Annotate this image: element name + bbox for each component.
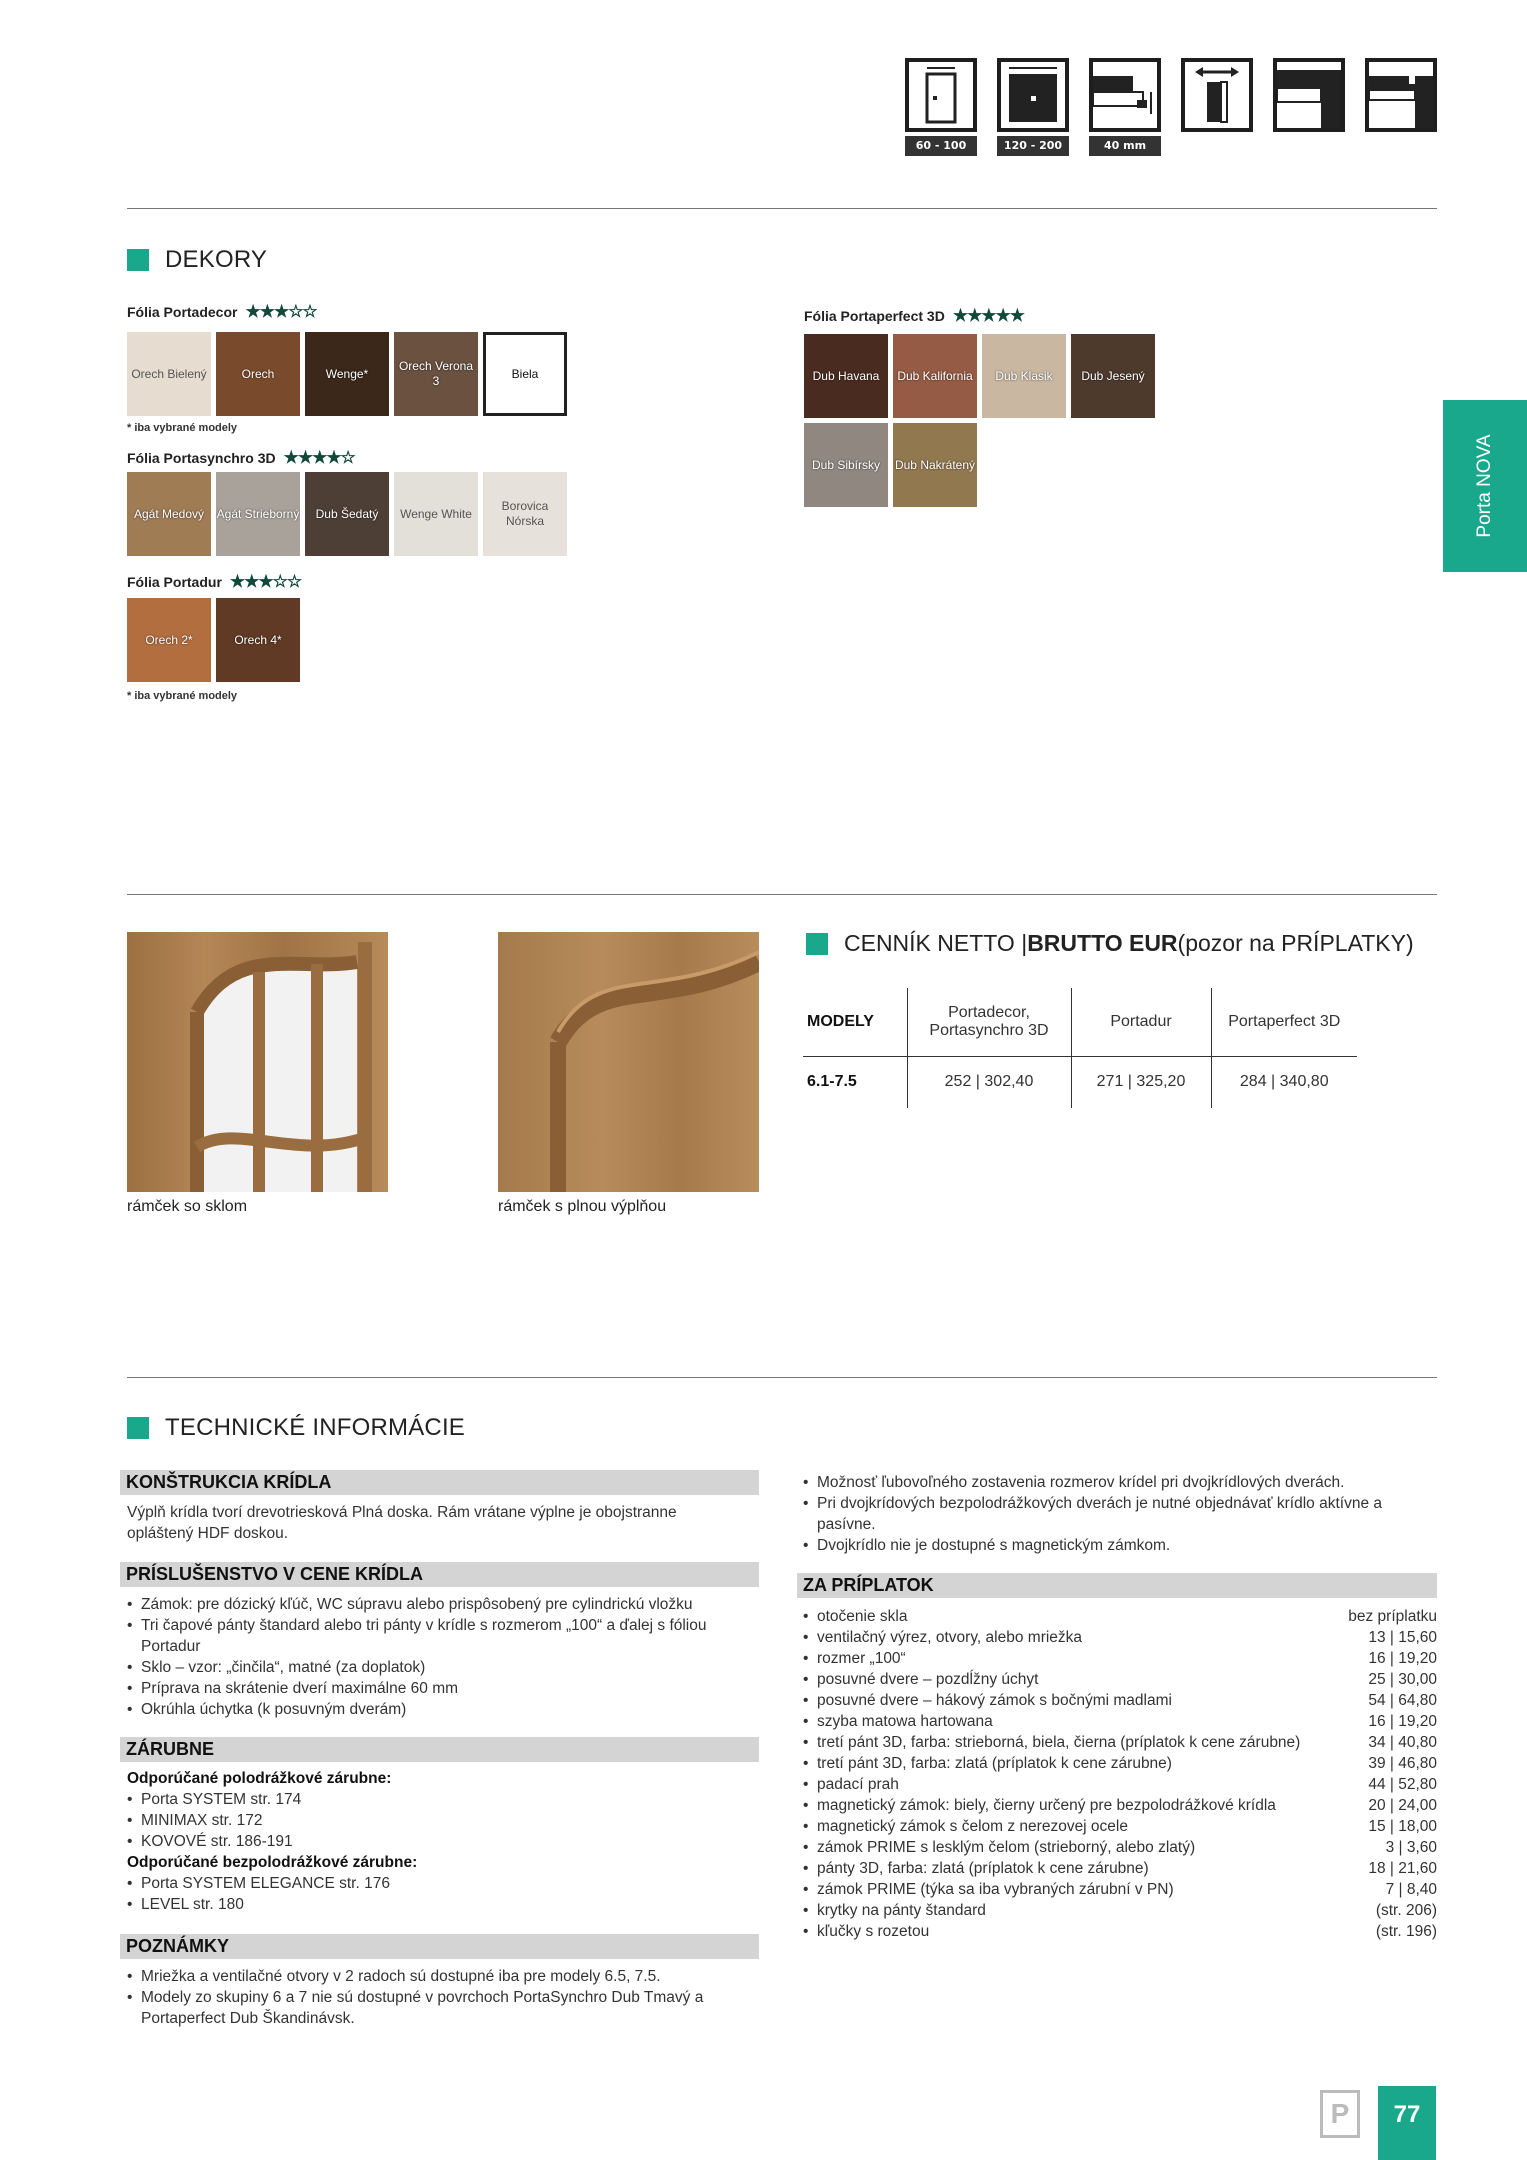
surcharge-item: • padací prah [817, 1776, 899, 1793]
surcharge-item: • kľučky s rozetou [817, 1923, 930, 1940]
side-tab-label: Porta NOVA [1474, 434, 1495, 538]
surcharge-price: 16 | 19,20 [1368, 1713, 1437, 1730]
rating-stars-icon: ★★★★☆ [283, 448, 355, 467]
surcharge-item: • otočenie skla [817, 1608, 908, 1625]
divider-bottom [127, 1377, 1437, 1378]
list-item: • Zámok: pre dózický kľúč, WC súpravu alebo prispôsobený pre cylindrickú vložku [127, 1594, 737, 1615]
surcharge-price: bez príplatku [1348, 1608, 1437, 1625]
decor-swatch: Dub Šedatý [305, 472, 389, 556]
price-table-header [803, 988, 1357, 1056]
surcharge-item: • posuvné dvere – pozdĺžny úchyt [817, 1671, 1039, 1688]
list-dvojkridlo [803, 1472, 1437, 1556]
surcharge-price: (str. 196) [1375, 1923, 1437, 1940]
surcharge-price: 13 | 15,60 [1368, 1629, 1437, 1646]
cell-price: 271 | 325,20 [1071, 1056, 1211, 1108]
surcharge-row [803, 1669, 1437, 1690]
decor-swatch: Dub Kalifornia [893, 334, 977, 418]
header-models: MODELY [803, 988, 907, 1056]
surcharge-item: • magnetický zámok: biely, čierny určený pre bezpolodrážkové krídla [817, 1797, 1276, 1814]
double-door-width-icon [997, 58, 1069, 132]
surcharge-row [803, 1816, 1437, 1837]
sliding-door-icon [1181, 58, 1253, 132]
list-item: • KOVOVÉ str. 186-191 [127, 1831, 737, 1852]
surcharge-row [803, 1627, 1437, 1648]
decor-swatch: Orech 2* [127, 598, 211, 682]
list-item: • Pri dvojkrídových bezpolodrážkových dverách je nutné objednávať krídlo aktívne a pasívne. [803, 1493, 1437, 1535]
decor-swatch: Dub Nakrátený [893, 423, 977, 507]
decor-swatch: Agát Strieborný [216, 472, 300, 556]
photo-caption-glass: rámček so sklom [127, 1198, 248, 1215]
list-priplatky [803, 1606, 1437, 1942]
divider-middle [127, 894, 1437, 895]
price-title-note: (pozor na PRÍPLATKY) [1177, 930, 1414, 956]
list-item: • Sklo – vzor: „činčila“, matné (za doplatok) [127, 1657, 737, 1678]
surcharge-price: 3 | 3,60 [1385, 1839, 1437, 1856]
surcharge-item: • ventilačný výrez, otvory, alebo mriežka [817, 1629, 1083, 1646]
rating-stars-icon: ★★★★★ [952, 306, 1025, 325]
surcharge-row [803, 1795, 1437, 1816]
decor-swatch: Dub Havana [804, 334, 888, 418]
surcharge-item: • krytky na pánty štandard [817, 1902, 986, 1919]
list-item: • Okrúhla úchytka (k posuvným dverám) [127, 1699, 737, 1720]
list-item: • Mriežka a ventilačné otvory v 2 radoch sú dostupné iba pre modely 6.5, 7.5. [127, 1966, 737, 1987]
surcharge-item: • zámok PRIME s lesklým čelom (strieborný, alebo zlatý) [817, 1839, 1196, 1856]
surcharge-price: 34 | 40,80 [1368, 1734, 1437, 1751]
photo-frame-glass [127, 932, 388, 1192]
list-item: • Dvojkrídlo nie je dostupné s magnetickým zámkom. [803, 1535, 1437, 1556]
surcharge-item: • tretí pánt 3D, farba: zlatá (príplatok k cene zárubne) [817, 1755, 1172, 1772]
bar-priplatok: ZA PRÍPLATOK [797, 1573, 1437, 1598]
decor-swatch: Agát Medový [127, 472, 211, 556]
list-item: • Príprava na skrátenie dverí maximálne 60 mm [127, 1678, 737, 1699]
price-title-brutto: BRUTTO EUR [1027, 930, 1178, 956]
surcharge-price: 54 | 64,80 [1368, 1692, 1437, 1709]
section-marker-icon [127, 1417, 149, 1439]
foil-title-text: Fólia Portadur [127, 574, 222, 590]
decor-swatch: Dub Sibírsky [804, 423, 888, 507]
divider-top [127, 208, 1437, 209]
door-thickness-icon [1089, 58, 1161, 132]
surcharge-item: • szyba matowa hartowana [817, 1713, 993, 1730]
tech-title [127, 1414, 465, 1442]
tech-title-text: TECHNICKÉ INFORMÁCIE [165, 1414, 466, 1441]
foil-title-text: Fólia Portasynchro 3D [127, 450, 276, 466]
decor-swatch: Orech 4* [216, 598, 300, 682]
surcharge-item: • pánty 3D, farba: zlatá (príplatok k cene zárubne) [817, 1860, 1149, 1877]
surcharge-row [803, 1753, 1437, 1774]
header-portadur: Portadur [1071, 988, 1211, 1056]
surcharge-item: • rozmer „100“ [817, 1650, 906, 1667]
surcharge-price: 16 | 19,20 [1368, 1650, 1437, 1667]
surcharge-row [803, 1837, 1437, 1858]
price-title [806, 930, 1414, 957]
surcharge-price: (str. 206) [1375, 1902, 1437, 1919]
cell-model: 6.1-7.5 [807, 1073, 857, 1091]
surcharge-item: • posuvné dvere – hákový zámok s bočnými madlami [817, 1692, 1172, 1709]
surcharge-price: 18 | 21,60 [1368, 1860, 1437, 1877]
zarubne-sub-polodrazkove: Odporúčané polodrážkové zárubne: [127, 1770, 392, 1787]
foil-title-portaperfect [804, 306, 1024, 326]
door-width-caption: 60 - 100 [905, 136, 977, 156]
photo-caption-solid: rámček s plnou výplňou [498, 1198, 667, 1215]
cell-price: 252 | 302,40 [907, 1056, 1071, 1108]
zarubne-sub-bezpolodrazkove: Odporúčané bezpolodrážkové zárubne: [127, 1854, 418, 1871]
section-marker-icon [806, 933, 828, 955]
surcharge-price: 20 | 24,00 [1368, 1797, 1437, 1814]
door-width-icon [905, 58, 977, 132]
surcharge-row [803, 1858, 1437, 1879]
header-portaperfect: Portaperfect 3D [1211, 988, 1357, 1056]
price-table-row [803, 1056, 1357, 1108]
surcharge-row [803, 1648, 1437, 1669]
bar-konstrukcia: KONŠTRUKCIA KRÍDLA [120, 1470, 759, 1495]
dekory-title [127, 246, 267, 274]
lock-icon [1273, 58, 1345, 132]
price-table [803, 988, 1357, 1108]
decor-swatch: Biela [483, 332, 567, 416]
surcharge-row [803, 1900, 1437, 1921]
surcharge-item: • tretí pánt 3D, farba: strieborná, biela, čierna (príplatok k cene zárubne) [817, 1734, 1301, 1751]
page-number: 77 [1378, 2086, 1436, 2160]
publisher-logo-icon: P [1320, 2090, 1360, 2138]
decor-swatch: Orech Bielený [127, 332, 211, 416]
foil-title-portasynchro [127, 448, 355, 468]
foil-title-portadecor [127, 302, 317, 322]
foil-title-portadur [127, 572, 301, 592]
cell-price: 284 | 340,80 [1211, 1056, 1357, 1108]
foil-title-text: Fólia Portaperfect 3D [804, 308, 945, 324]
list-item: • Porta SYSTEM str. 174 [127, 1789, 737, 1810]
list-poznamky [127, 1966, 737, 2029]
list-item: • Možnosť ľubovoľného zostavenia rozmerov krídel pri dvojkrídlových dverách. [803, 1472, 1437, 1493]
section-marker-icon [127, 249, 149, 271]
list-item: • MINIMAX str. 172 [127, 1810, 737, 1831]
surcharge-item: • magnetický zámok s čelom z nerezovej ocele [817, 1818, 1128, 1835]
surcharge-row [803, 1774, 1437, 1795]
surcharge-row [803, 1879, 1437, 1900]
bar-zarubne: ZÁRUBNE [120, 1737, 759, 1762]
surcharge-row [803, 1732, 1437, 1753]
bar-prislusenstvo: PRÍSLUŠENSTVO V CENE KRÍDLA [120, 1562, 759, 1587]
footnote-portadur: * iba vybrané modely [127, 690, 238, 702]
surcharge-row [803, 1921, 1437, 1942]
bar-poznamky: POZNÁMKY [120, 1934, 759, 1959]
photo-frame-solid [498, 932, 759, 1192]
surcharge-item: • zámok PRIME (týka sa iba vybraných zárubní v PN) [817, 1881, 1174, 1898]
decor-swatch: Dub Klasik [982, 334, 1066, 418]
decor-swatch: Wenge* [305, 332, 389, 416]
decor-swatch: Orech Verona 3 [394, 332, 478, 416]
list-item: • Tri čapové pánty štandard alebo tri pánty v krídle s rozmerom „100“ a ďalej s fóliou Portadur [127, 1615, 737, 1657]
surcharge-row [803, 1711, 1437, 1732]
list-item: • Modely zo skupiny 6 a 7 nie sú dostupné v povrchoch PortaSynchro Dub Tmavý a Portaperfect Dub Škandinávsk. [127, 1987, 737, 2029]
surcharge-price: 15 | 18,00 [1368, 1818, 1437, 1835]
list-item: • LEVEL str. 180 [127, 1894, 737, 1915]
surcharge-price: 25 | 30,00 [1368, 1671, 1437, 1688]
rating-stars-icon: ★★★☆☆ [229, 572, 302, 591]
decor-swatch: Dub Jesený [1071, 334, 1155, 418]
list-item: • Porta SYSTEM ELEGANCE str. 176 [127, 1873, 737, 1894]
double-door-width-caption: 120 - 200 [997, 136, 1069, 156]
decor-swatch: Wenge White [394, 472, 478, 556]
surcharge-price: 7 | 8,40 [1385, 1881, 1437, 1898]
door-thickness-caption: 40 mm [1089, 136, 1161, 156]
surcharge-price: 44 | 52,80 [1368, 1776, 1437, 1793]
side-tab [1443, 400, 1527, 572]
surcharge-price: 39 | 46,80 [1368, 1755, 1437, 1772]
header-portadecor: Portadecor, Portasynchro 3D [907, 988, 1071, 1056]
text-konstrukcia: Výplň krídla tvorí drevotriesková Plná doska. Rám vrátane výplne je obojstranne opláštený HDF doskou. [127, 1504, 677, 1542]
zarubne-block [127, 1768, 737, 1915]
surcharge-row [803, 1690, 1437, 1711]
dekory-title-text: DEKORY [165, 246, 268, 273]
footnote-portadecor: * iba vybrané modely [127, 422, 238, 434]
list-prislusenstvo [127, 1594, 737, 1720]
handle-icon [1365, 58, 1437, 132]
decor-swatch: Orech [216, 332, 300, 416]
decor-swatch: Borovica Nórska [483, 472, 567, 556]
foil-title-text: Fólia Portadecor [127, 304, 238, 320]
price-title-netto: CENNÍK NETTO | [844, 930, 1028, 956]
surcharge-row [803, 1606, 1437, 1627]
rating-stars-icon: ★★★☆☆ [245, 302, 317, 321]
